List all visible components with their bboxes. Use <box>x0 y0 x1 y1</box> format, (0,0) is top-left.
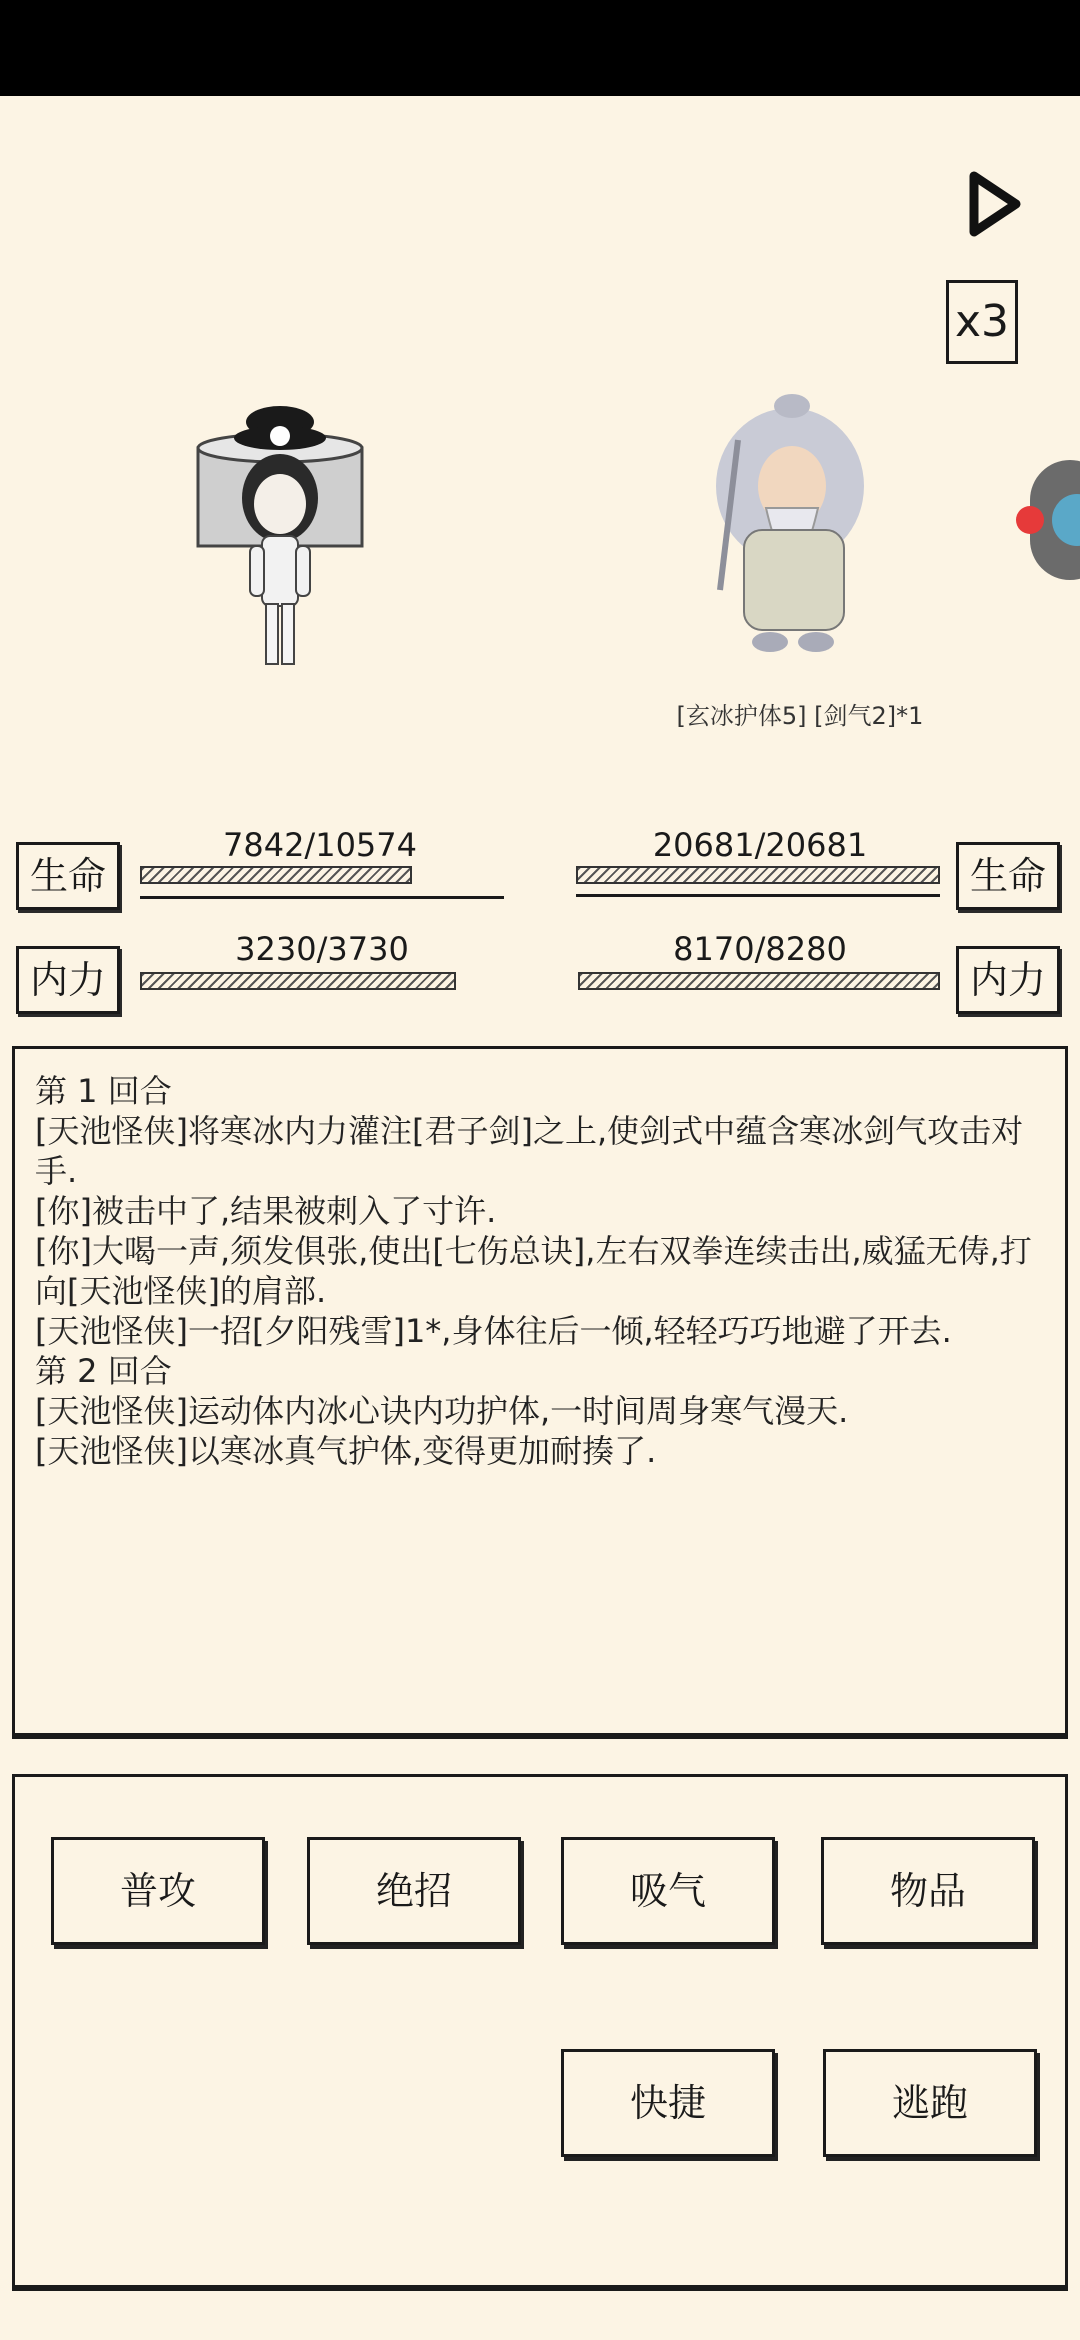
player-hp-underline <box>140 896 504 899</box>
enemy-portrait <box>680 390 890 670</box>
log-line: 第 2 回合 <box>35 1352 172 1390</box>
attack-button[interactable]: 普攻 <box>51 1837 265 1945</box>
battle-log[interactable] <box>12 1046 1068 1736</box>
log-line: 第 1 回合 <box>35 1072 172 1110</box>
play-icon[interactable] <box>966 170 1026 238</box>
player-mp-bar <box>140 972 456 990</box>
breathe-button[interactable]: 吸气 <box>561 1837 775 1945</box>
enemy-mp-value: 8170/8280 <box>673 930 847 968</box>
items-button[interactable]: 物品 <box>821 1837 1035 1945</box>
log-line: [天池怪侠]将寒冰内力灌注[君子剑]之上,使剑式中蕴含寒冰剑气攻击对手. <box>35 1112 1024 1190</box>
status-bar <box>0 0 1080 96</box>
enemy-buffs: [玄冰护体5] [剑气2]*1 <box>676 702 924 730</box>
fish-icon <box>1052 494 1080 546</box>
player-portrait <box>180 400 380 680</box>
player-hp-value: 7842/10574 <box>222 826 417 864</box>
floating-assistant-icon[interactable] <box>1030 460 1080 580</box>
log-line: [你]大喝一声,须发俱张,使出[七伤总诀],左右双拳连续击出,威猛无俦,打向[天池怪侠]的肩部. <box>35 1232 1032 1310</box>
enemy-hp-label: 生命 <box>956 842 1060 910</box>
notification-dot <box>1016 506 1044 534</box>
enemy-hp-underline <box>576 894 940 897</box>
log-line: [天池怪侠]以寒冰真气护体,变得更加耐揍了. <box>35 1432 657 1470</box>
player-hp-label: 生命 <box>16 842 120 910</box>
enemy-mp-label: 内力 <box>956 946 1060 1014</box>
log-line: [天池怪侠]一招[夕阳残雪]1*,身体往后一倾,轻轻巧巧地避了开去. <box>35 1312 952 1350</box>
ultimate-button[interactable]: 绝招 <box>307 1837 521 1945</box>
action-panel <box>12 1774 1068 2288</box>
log-line: [你]被击中了,结果被刺入了寸许. <box>35 1192 497 1230</box>
shortcut-button[interactable]: 快捷 <box>561 2049 775 2157</box>
player-mp-value: 3230/3730 <box>235 930 409 968</box>
enemy-hp-bar <box>576 866 940 884</box>
player-mp-label: 内力 <box>16 946 120 1014</box>
log-line: [天池怪侠]运动体内冰心诀内功护体,一时间周身寒气漫天. <box>35 1392 849 1430</box>
enemy-hp-value: 20681/20681 <box>652 826 868 864</box>
player-hp-bar <box>140 866 412 884</box>
flee-button[interactable]: 逃跑 <box>823 2049 1037 2157</box>
speed-button[interactable]: x3 <box>946 280 1018 364</box>
enemy-mp-bar <box>578 972 940 990</box>
